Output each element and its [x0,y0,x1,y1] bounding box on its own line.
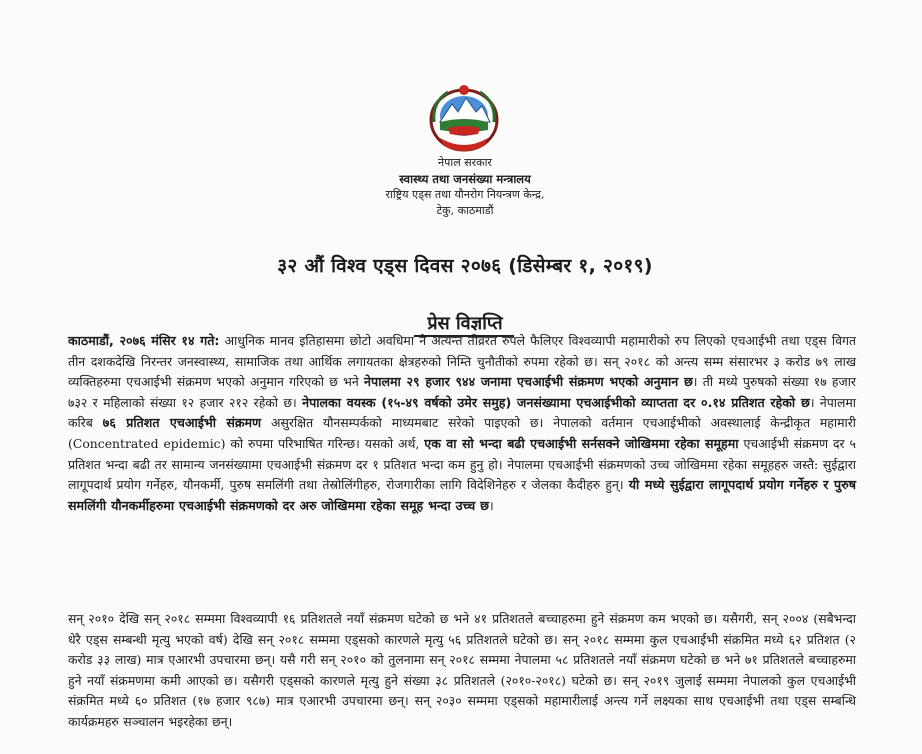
centre-name: राष्ट्रिय एड्स तथा यौनरोग नियन्त्रण केन्द्र, [385,188,545,201]
paragraph-2: सन् २०१० देखि सन् २०१८ सम्ममा विश्वव्यापी १६ प्रतिशतले नयाँ संक्रमण घटेको छ भने ४१ प्रतिशतले बच्चाहरुमा हुने संक्रमण कम भएको छ। यसैगरी, सन् २००४ (सबैभन्दा धेरै एड्स सम्बन्धी मृत्यु भएको वर्ष) देखि सन् २०१८ सम्ममा एड्सको कारणले मृत्यु ५६ प्रतिशतले घटेको छ। सन् २०१८ सम्ममा कुल एचआईभी संक्रमित मध्ये ६२ प्रतिशत (२ करोड ३३ लाख) मात्र एआरभी उपचारमा छन्। यसै गरी सन् २०१० को तुलनामा सन् २०१८ सम्ममा नेपालमा ५८ प्रतिशतले नयाँ संक्रमण घटेको छ भने ७१ प्रतिशतले बच्चाहरुमा हुने नयाँ संक्रमणमा कमी आएको छ। यसैगरी एड्सको कारणले मृत्यु हुने संख्या ३८ प्रतिशतले (२०१०-२०१८) घटेको छ। सन् २०१९ जुलाई सम्ममा नेपालको कुल एचआईभी संक्रमित मध्ये ६० प्रतिशत (१७ हजार ९८७) मात्र एआरभी उपचारमा छन्। सन् २०३० सम्ममा एड्सको महामारीलाई अन्त्य गर्ने लक्ष्यका साथ एचआईभी तथा एड्स सम्बन्धि कार्यक्रमहरु सञ्चालन भइरहेका छन्। [68,611,856,729]
press-release-title: प्रेस विज्ञप्ति [427,313,503,334]
paragraph-1 [68,331,856,516]
text-run: । ती मध्ये पुरुषको संख्या १७ हजार ७३२ र महिलाको संख्या १२ हजार २१२ रहेको छ। [68,374,856,410]
text-run: असुरक्षित यौनसम्पर्कको माध्यमबाट सरेको पाइएको छ। नेपालको वर्तमान एचआईभीको अवस्थालाई केन्द्रीकृत महामारी (Concentrated epidemic) को रुपमा परिभाषित गरिन्छ। यसको अर्थ, [68,415,856,451]
highlight-run: नेपालका वयस्क (१५-४९ वर्षको उमेर समुह) जनसंख्यामा एचआईभीको व्याप्तता दर ०.१४ प्रतिशत रहेको छ [302,394,810,410]
office-address: टेकु, काठमाडौं [436,204,494,217]
text-run: । [489,497,494,513]
highlight-run: यी मध्ये सुईद्वारा लागूपदार्थ प्रयोग गर्नेहरु र पुरुष समलिंगी यौनकर्मीहरुमा एचआईभी संक्रमणको दर अरु जोखिममा रहेका समूह भन्दा उच्च छ [68,477,857,513]
highlight-run: नेपालमा २९ हजार ९४४ जनामा एचआईभी संक्रमण भएको अनुमान छ [364,374,693,390]
letterhead [300,155,630,219]
dateline: काठमाडौं, २०७६ मंसिर १४ गते: [68,333,220,348]
ministry-name: स्वास्थ्य तथा जनसंख्या मन्त्रालय [399,172,531,186]
text-run: एचआईभी संक्रमण दर ५ प्रतिशत भन्दा बढी तर सामान्य जनसंख्यामा एचआईभी संक्रमण दर १ प्रतिशत भन्दा कम हुनु हो। नेपालमा एचआईभी संक्रमणको उच्च जोखिममा रहेका समूहहरु जस्तै: सुईद्वारा लागूपदार्थ प्रयोग गर्नेहरु, यौनकर्मी, पुरुष समलिंगी तथा तेस्रोलिंगीहरु, रोजगारीका लागि विदेशिनेहरु र जेलका कैदीहरु हुन्। [68,435,856,493]
highlight-run: ७६ प्रतिशत एचआईभी संक्रमण [102,415,262,431]
text-run: । नेपालमा करिब [68,394,856,431]
text-run: आधुनिक मानव इतिहासमा छोटो अवधिमा नै अत्यन्त तीव्ररत रुपले फैलिएर विश्वव्यापी महामारीको रुप लिएको एचआईभी तथा एड्स विगत तीन दशकदेखि निरन्तर जनस्वास्थ्य, सामाजिक तथा आर्थिक लगायतका क्षेत्रहरुको निम्ति चुनौतीको रुपमा रहेको छ। सन् २०१८ को अन्त्य सम्म संसारभर ३ करोड ७९ लाख व्यक्तिहरुमा एचआईभी संक्रमण भएको अनुमान गरिएको छ भने [68,333,856,390]
nepal-emblem-icon [426,82,502,154]
government-name: नेपाल सरकार [438,156,492,169]
highlight-run: एक वा सो भन्दा बढी एचआईभी सर्नसक्ने जोखिममा रहेका समूहमा [424,435,739,451]
event-title: ३२ औं विश्व एड्स दिवस २०७६ (डिसेम्बर १, २०१९) [277,255,653,277]
